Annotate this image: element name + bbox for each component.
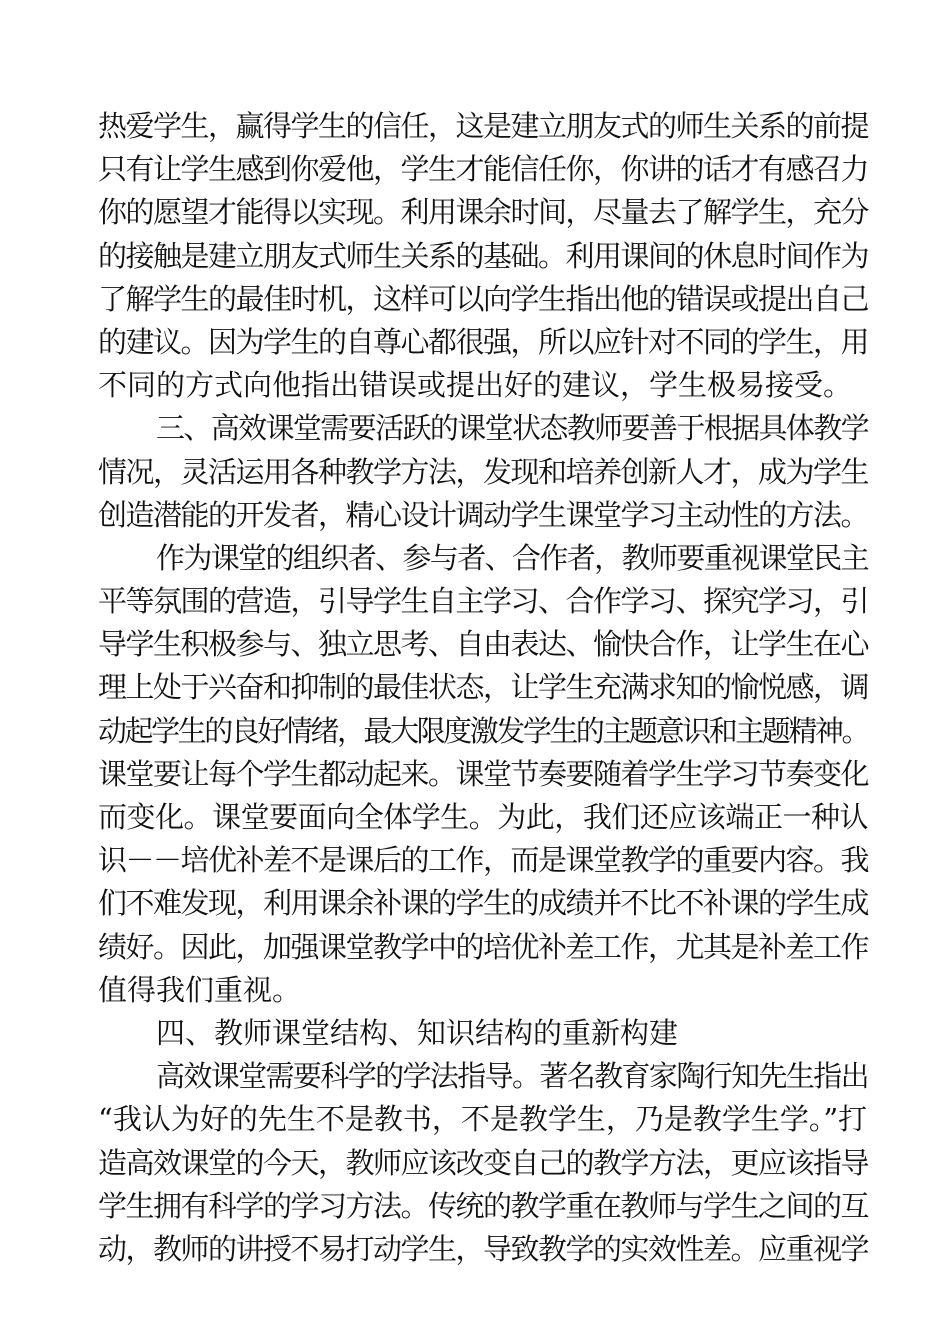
text-line: 创造潜能的开发者，精心设计调动学生课堂学习主动性的方法。 bbox=[98, 497, 869, 532]
text-line: 了解学生的最佳时机，这样可以向学生指出他的错误或提出自己 bbox=[98, 281, 869, 316]
text-line: 造高效课堂的今天，教师应该改变自己的教学方法，更应该指导 bbox=[98, 1145, 869, 1180]
document-body-text bbox=[98, 105, 868, 1271]
text-line: 值得我们重视。 bbox=[98, 972, 302, 1007]
text-line: 作为课堂的组织者、参与者、合作者，教师要重视课堂民主 bbox=[156, 540, 869, 575]
text-line: 识－－培优补差不是课后的工作，而是课堂教学的重要内容。我 bbox=[98, 843, 869, 878]
text-line: 平等氛围的营造，引导学生自主学习、合作学习、探究学习，引 bbox=[98, 584, 869, 619]
text-line: 四、教师课堂结构、知识结构的重新构建 bbox=[156, 1015, 679, 1050]
text-line: 学生拥有科学的学习方法。传统的教学重在教师与学生之间的互 bbox=[98, 1188, 869, 1223]
text-line: 们不难发现，利用课余补课的学生的成绩并不比不补课的学生成 bbox=[98, 886, 869, 921]
text-line: 绩好。因此，加强课堂教学中的培优补差工作，尤其是补差工作 bbox=[98, 929, 869, 964]
text-line: “我认为好的先生不是教书，不是教学生，乃是教学生学。”打 bbox=[98, 1102, 868, 1137]
text-line: 的建议。因为学生的自尊心都很强，所以应针对不同的学生，用 bbox=[98, 324, 869, 359]
text-line: 理上处于兴奋和抑制的最佳状态，让学生充满求知的愉悦感，调 bbox=[98, 670, 869, 705]
text-line: 高效课堂需要科学的学法指导。著名教育家陶行知先生指出 bbox=[156, 1059, 869, 1094]
text-line: 三、高效课堂需要活跃的课堂状态教师要善于根据具体教学 bbox=[156, 411, 869, 446]
text-line: 热爱学生，赢得学生的信任，这是建立朋友式的师生关系的前提 bbox=[98, 109, 869, 143]
text-line: 你的愿望才能得以实现。利用课余时间，尽量去了解学生，充分 bbox=[98, 195, 869, 230]
text-line: 导学生积极参与、独立思考、自由表达、愉快合作，让学生在心 bbox=[98, 627, 869, 662]
text-line: 不同的方式向他指出错误或提出好的建议，学生极易接受。 bbox=[98, 368, 853, 403]
text-line: 动起学生的良好情绪，最大限度激发学生的主题意识和主题精神。 bbox=[98, 713, 869, 748]
text-line: 情况，灵活运用各种教学方法，发现和培养创新人才，成为学生 bbox=[98, 454, 869, 489]
text-line: 只有让学生感到你爱他，学生才能信任你，你讲的话才有感召力 bbox=[98, 152, 869, 187]
text-line: 而变化。课堂要面向全体学生。为此，我们还应该端正一种认 bbox=[98, 800, 869, 834]
text-line: 的接触是建立朋友式师生关系的基础。利用课间的休息时间作为 bbox=[98, 238, 869, 273]
text-line: 课堂要让每个学生都动起来。课堂节奏要随着学生学习节奏变化 bbox=[98, 756, 869, 791]
text-line: 动，教师的讲授不易打动学生，导致教学的实效性差。应重视学 bbox=[98, 1231, 869, 1266]
